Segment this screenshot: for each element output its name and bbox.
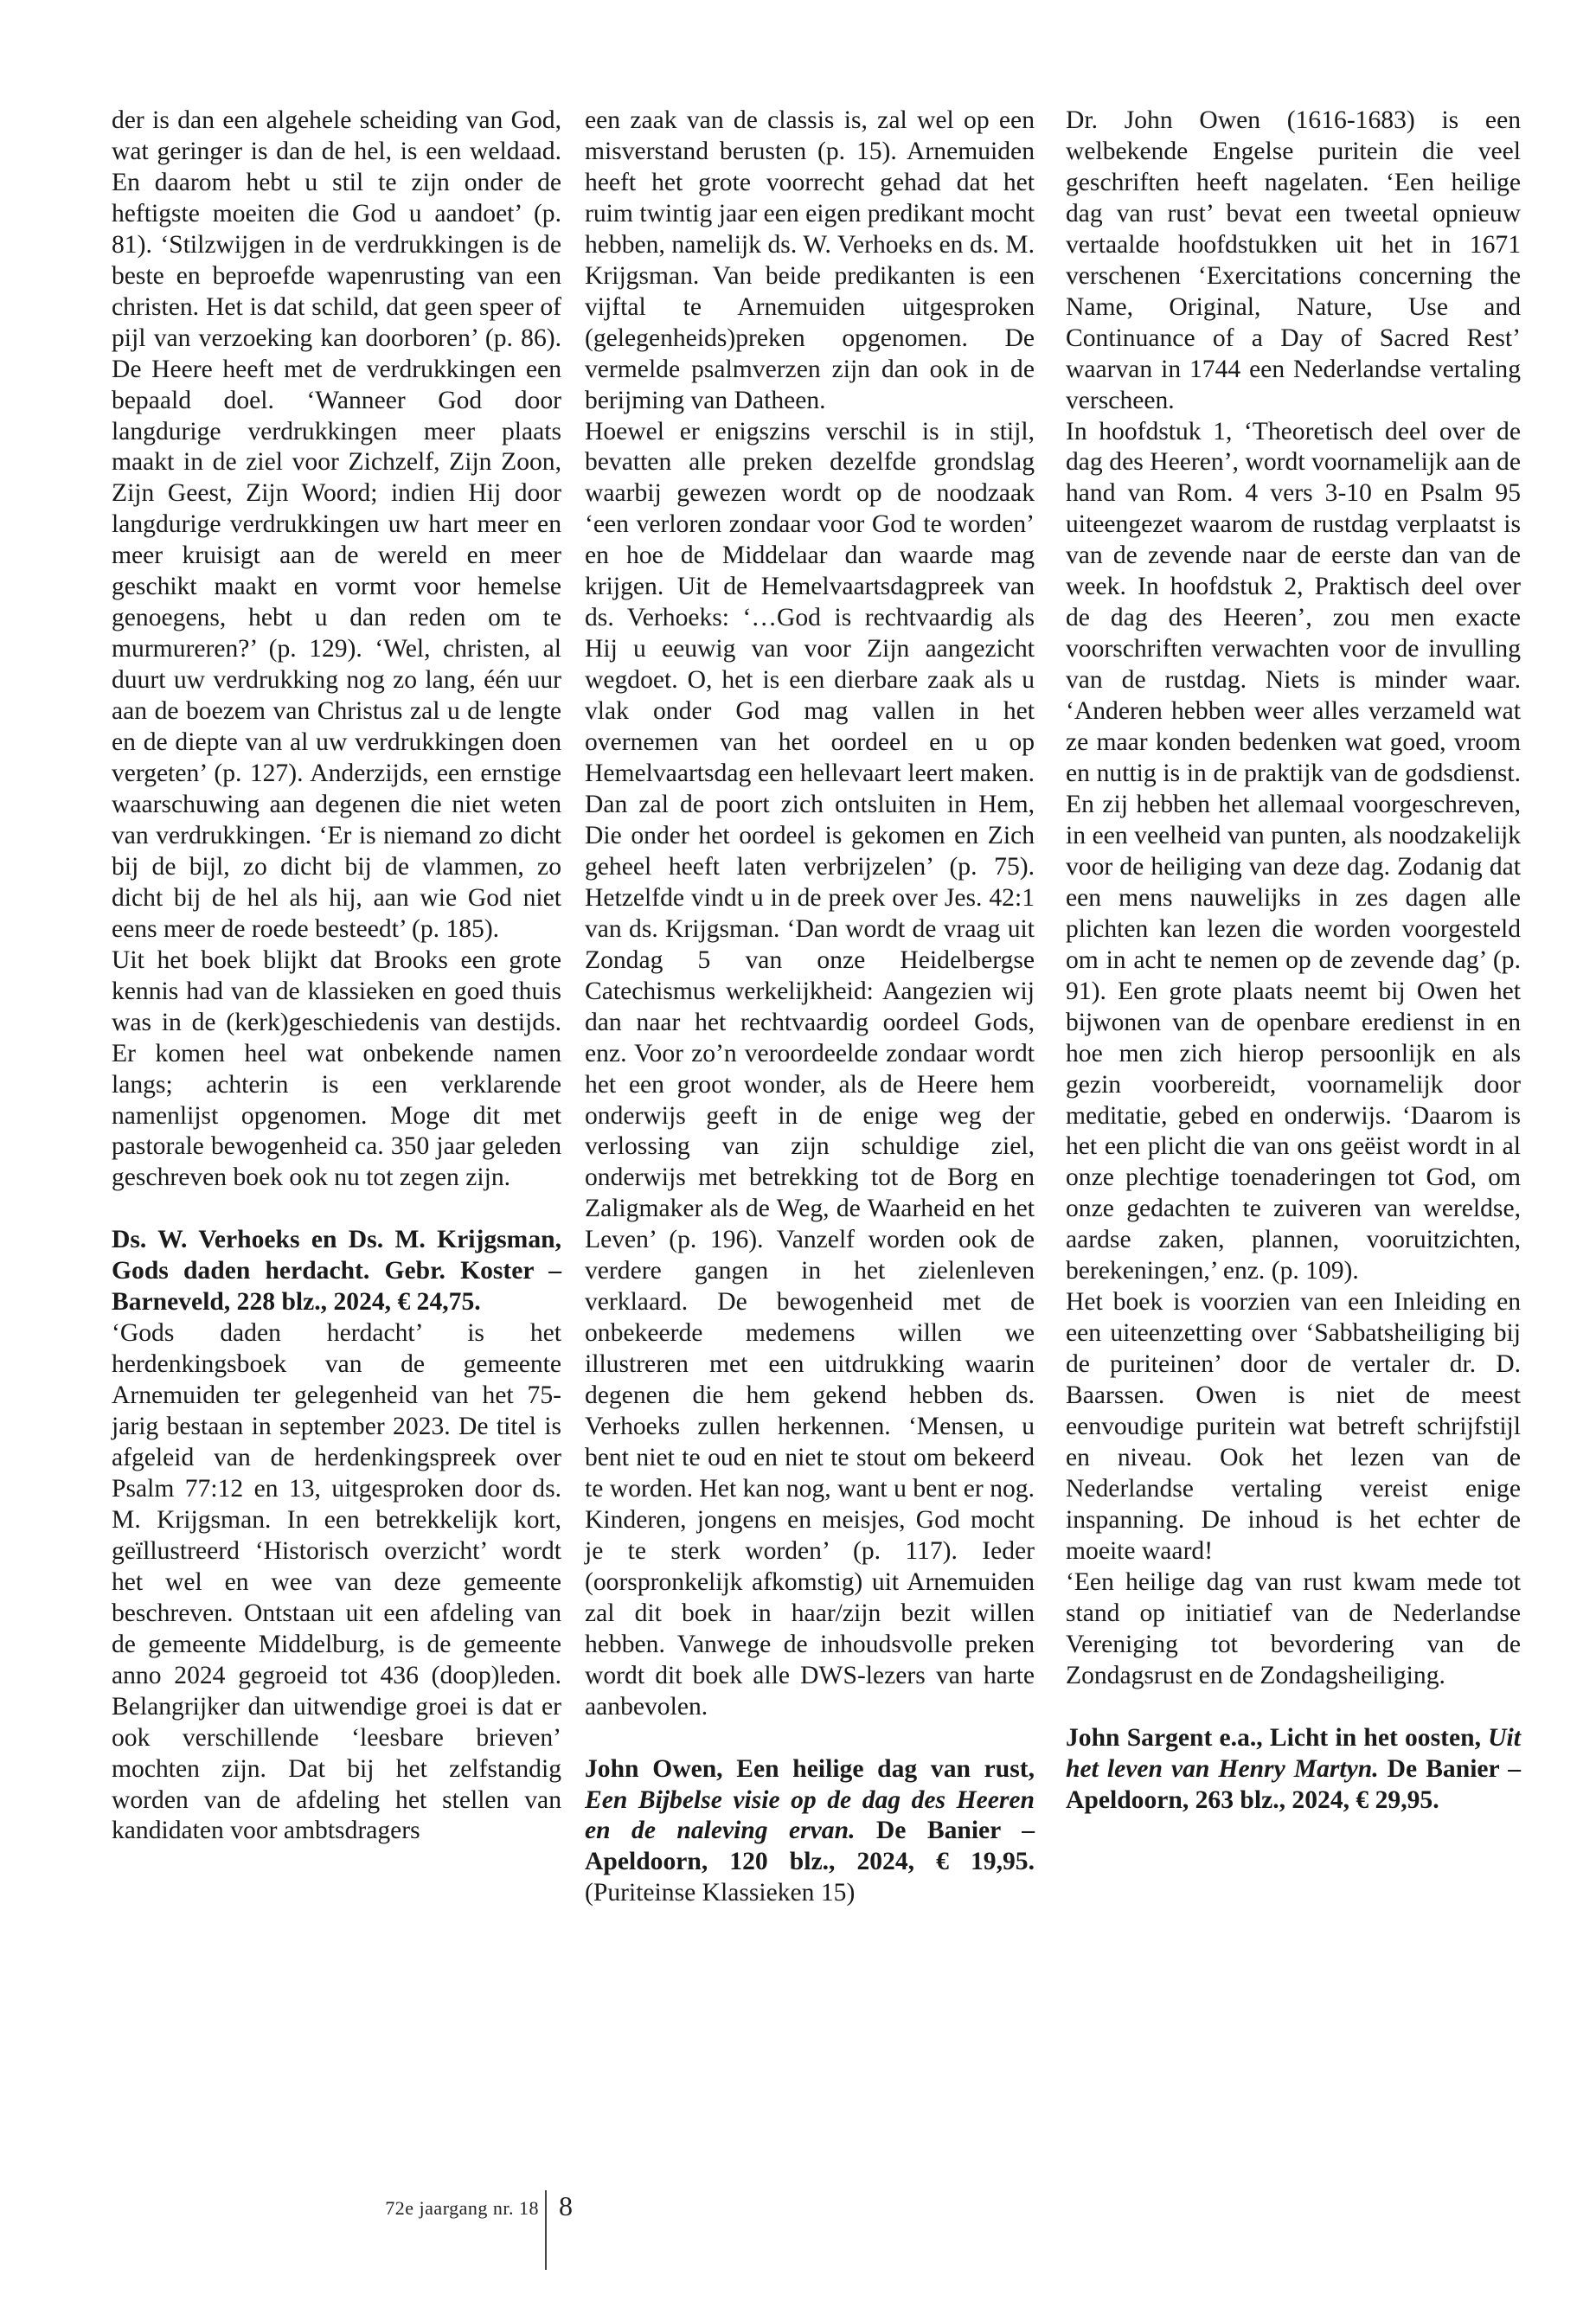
col2-paragraph-2: Hoewel er enigszins verschil is in stijl, bevatten alle preken dezelfde grondslag waarbij gewezen wordt op de noodzaak ‘een verloren zondaar voor God te worden’ en hoe de Middelaar dan waarde mag krijgen. Uit de Hemelvaartsdagpreek van ds. Verhoeks: ‘…God is rechtvaardig als Hij u eeuwig van voor Zijn aangezicht wegdoet. O, het is een dierbare zaak als u vlak onder God mag vallen in het overnemen van het oordeel en u op Hemelvaartsdag een hellevaart leert maken. Dan zal de poort zich ontsluiten in Hem, Die onder het oordeel is gekomen en Zich geheel heeft laten verbrijzelen’ (p. 75). Hetzelfde vindt u in de preek over Jes. 42:1 van ds. Krijgsman. ‘Dan wordt de vraag uit Zondag 5 van onze Heidelbergse Catechismus werkelijkheid: Aangezien wij dan naar het rechtvaardig oordeel Gods, enz. Voor zo’n veroordeelde zondaar wordt het een groot wonder, als de Heere hem onderwijs geeft in de enige weg der verlossing van zijn schuldige ziel, onderwijs met betrekking tot de Borg en Zaligmaker als de Weg, de Waarheid en het Leven’ (p. 196). Vanzelf worden ook de verdere gangen in het zielenleven verklaard. De bewogenheid met de onbekeerde medemens willen we illustreren met een uitdrukking waarin degenen die hem gekend hebben ds. Verhoeks zullen herkennen. ‘Mensen, u bent niet te oud en niet te stout om bekeerd te worden. Het kan nog, want u bent er nog. Kinderen, jongens en meisjes, God mocht je te sterk worden’ (p. 117). Ieder (oorspronkelijk afkomstig) uit Arnemuiden zal dit boek in haar/zijn bezit willen hebben. Vanwege de inhoudsvolle preken wordt dit boek alle DWS-lezers van harte aanbevolen. xyxy=(585,417,1035,1721)
col3-paragraph-4: ‘Een heilige dag van rust kwam mede tot stand op initiatief van de Nederlandse Vereniging tot bevordering van de Zondagsrust en de Zondagsheiliging. xyxy=(1066,1567,1521,1689)
page-number: 8 xyxy=(559,2190,573,2221)
heading-sargent-subtitle: Uit het leven van Henry Martyn. xyxy=(1066,1723,1522,1783)
col3-paragraph-2: In hoofdstuk 1, ‘Theoretisch deel over de dag des Heeren’, wordt voornamelijk aan de hand van Rom. 4 vers 3-10 en Psalm 95 uiteengezet waarom de rustdag verplaatst is van de zevende naar de eerste dan van de week. In hoofdstuk 2, Praktisch deel over de dag des Heeren’, zou men exacte voorschriften verwachten voor de invulling van de rustdag. Niets is minder waar. ‘Anderen hebben weer alles verzameld wat ze maar konden bedenken wat goed, vroom en nuttig is in de praktijk van de godsdienst. En zij hebben het allemaal voorgeschreven, in een veelheid van punten, als noodzakelijk voor de heiliging van deze dag. Zodanig dat een mens nauwelijks in zes dagen alle plichten kan lezen die worden voorgesteld om in acht te nemen op de zevende dag’ (p. 91). Een grote plaats neemt bij Owen het bijwonen van de openbare eredienst in en hoe men zich hierop persoonlijk en als gezin voorbereidt, voornamelijk door meditatie, gebed en onderwijs. ‘Daarom is het een plicht die van ons geëist wordt in al onze plechtige toenaderingen tot God, om onze gedachten te zuiveren van wereldse, aardse zaken, plannen, vooruitzichten, berekeningen,’ enz. (p. 109). xyxy=(1066,417,1521,1285)
col1-paragraph-3: ‘Gods daden herdacht’ is het herdenkingsboek van de gemeente Arnemuiden ter gelegenheid van het 75-jarig bestaan in september 2023. De titel is afgeleid van de herdenkingspreek over Psalm 77:12 en 13, uitgesproken door ds. M. Krijgsman. In een betrekkelijk kort, geïllustreerd ‘Historisch overzicht’ wordt het wel en wee van deze gemeente beschreven. Ontstaan uit een afdeling van de gemeente Middelburg, is de gemeente anno 2024 gegroeid tot 436 (doop)leden. Belangrijker dan uitwendige groei is dat er ook verschillende ‘leesbare brieven’ mochten zijn. Dat bij het zelfstandig worden van de afdeling het stellen van kandidaten voor ambtsdragers xyxy=(112,1319,561,1845)
column-1 xyxy=(112,106,561,1847)
footer-divider xyxy=(545,2190,547,2270)
column-2 xyxy=(585,106,1035,1909)
col2-paragraph-1: een zaak van de classis is, zal wel op een misverstand berusten (p. 15). Arnemuiden heeft het grote voorrecht gehad dat het ruim twintig jaar een eigen predikant mocht hebben, namelijk ds. W. Verhoeks en ds. M. Krijgsman. Van beide predikanten is een vijftal te Arnemuiden uitgesproken (gelegenheids)preken opgenomen. De vermelde psalmverzen zijn dan ook in de berijming van Datheen. xyxy=(585,106,1035,414)
page-footer xyxy=(0,2190,1596,2268)
heading-owen-publisher: De Banier – Apeldoorn, 120 blz., 2024, € 19,95. xyxy=(585,1817,1035,1876)
heading-owen-subtitle: Een Bijbelse visie op de dag des Heeren en de naleving ervan. xyxy=(585,1785,1035,1845)
col3-paragraph-3: Het boek is voorzien van een Inleiding en een uiteenzetting over ‘Sabbatsheiliging bij de puriteinen’ door de vertaler dr. D. Baarssen. Owen is niet de meest eenvoudige puritein wat betreft schrijfstijl en niveau. Ook het lezen van de Nederlandse vertaling vereist enige inspanning. De inhoud is het echter de moeite waard! xyxy=(1066,1288,1521,1565)
review-heading-sargent xyxy=(1066,1723,1521,1817)
review-heading-owen xyxy=(585,1754,1035,1910)
heading-sargent-author-title: John Sargent e.a., Licht in het oosten, xyxy=(1066,1723,1481,1752)
heading-sargent-publisher: De Banier – Apeldoorn, 263 blz., 2024, € 29,95. xyxy=(1066,1754,1521,1814)
col1-paragraph-2: Uit het boek blijkt dat Brooks een grote kennis had van de klassieken en goed thuis was in de (kerk)geschiedenis van destijds. Er komen heel wat onbekende namen langs; achterin is een verklarende namenlijst opgenomen. Moge dit met pastorale bewogenheid ca. 350 jaar geleden geschreven boek ook nu tot zegen zijn. xyxy=(112,945,561,1192)
heading-owen-author-title: John Owen, Een heilige dag van rust, xyxy=(585,1754,1035,1783)
review-heading-verhoeks-krijgsman: Ds. W. Verhoeks en Ds. M. Krijgsman, Gods daden herdacht. Gebr. Koster – Barneveld, 228 blz., 2024, € 24,75. xyxy=(112,1226,561,1317)
heading-owen-series: (Puriteinse Klassieken 15) xyxy=(585,1879,856,1907)
column-3 xyxy=(1066,106,1521,1816)
col1-paragraph-1: der is dan een algehele scheiding van God, wat geringer is dan de hel, is een weldaad. En daarom hebt u stil te zijn onder de heftigste moeiten die God u aandoet’ (p. 81). ‘Stilzwijgen in de verdrukkingen is de beste en beproefde wapenrusting van een christen. Het is dat schild, dat geen speer of pijl van verzoeking kan doorboren’ (p. 86). De Heere heeft met de verdrukkingen een bepaald doel. ‘Wanneer God door langdurige verdrukkingen meer plaats maakt in de ziel voor Zichzelf, Zijn Zoon, Zijn Geest, Zijn Woord; indien Hij door langdurige verdrukkingen uw hart meer en meer kruisigt aan de wereld en meer geschikt maakt en vormt voor hemelse genoegens, hebt u dan reden om te murmureren?’ (p. 129). ‘Wel, christen, al duurt uw verdrukking nog zo lang, één uur aan de boezem van Christus zal u de lengte en de diepte van al uw verdrukkingen doen vergeten’ (p. 127). Anderzijds, een ernstige waarschuwing aan degenen die niet weten van verdrukkingen. ‘Er is niemand zo dicht bij de bijl, zo dicht bij de vlammen, zo dicht bij de hel als hij, aan wie God niet eens meer de roede besteedt’ (p. 185). xyxy=(112,106,561,943)
col3-paragraph-1: Dr. John Owen (1616-1683) is een welbekende Engelse puritein die veel geschriften heeft nagelaten. ‘Een heilige dag van rust’ bevat een tweetal opnieuw vertaalde hoofdstukken uit het in 1671 verschenen ‘Exercitations concerning the Name, Original, Nature, Use and Continuance of a Day of Sacred Rest’ waarvan in 1744 een Nederlandse vertaling verscheen. xyxy=(1066,106,1521,414)
journal-issue: 72e jaargang nr. 18 xyxy=(385,2197,539,2219)
